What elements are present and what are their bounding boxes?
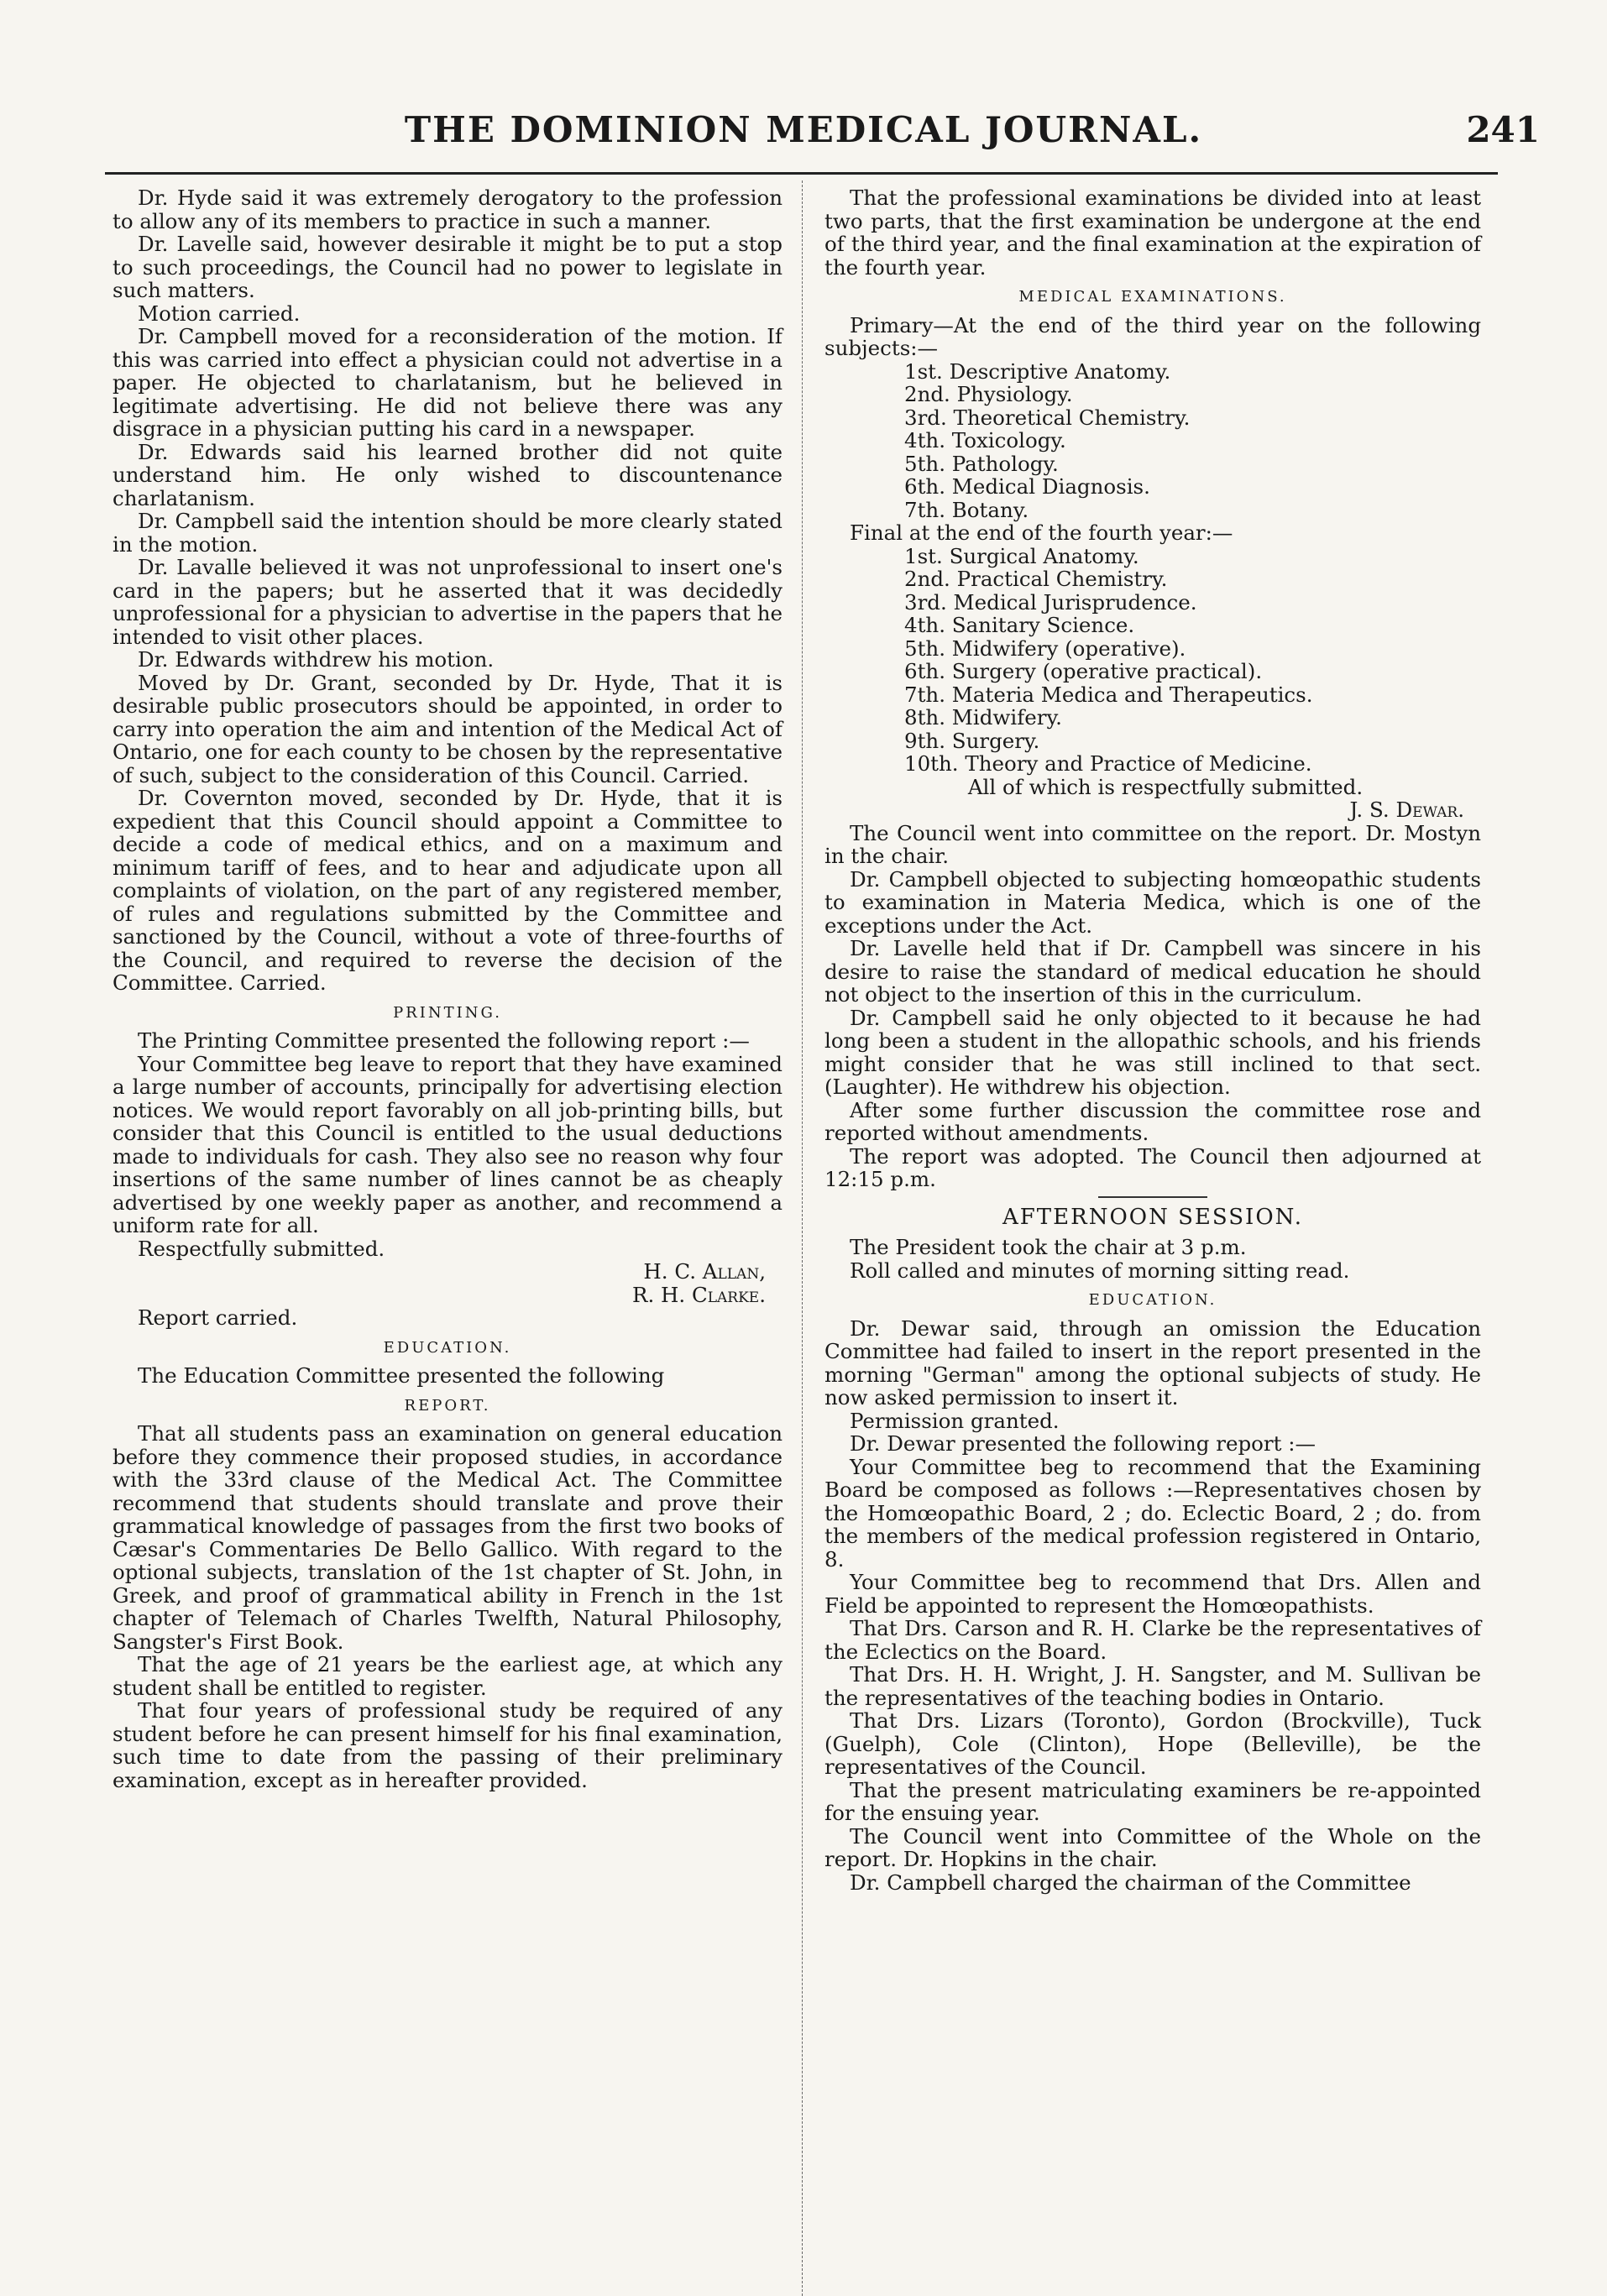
- paragraph: Dr. Edwards withdrew his motion.: [138, 647, 495, 672]
- paragraph: Report carried.: [138, 1305, 298, 1330]
- paragraph: The Printing Committee presented the following report :—: [138, 1028, 750, 1053]
- list-item: 5th. Midwifery (operative).: [904, 635, 1186, 661]
- paragraph: Respectfully submitted.: [138, 1236, 385, 1261]
- paragraph: That Drs. H. H. Wright, J. H. Sangster, and M. Sullivan be the representatives of the teaching bodies in Ontario.: [824, 1662, 1481, 1710]
- paragraph: The Council went into Committee of the Whole on the report. Dr. Hopkins in the chair.: [824, 1823, 1481, 1871]
- paragraph: Roll called and minutes of morning sitting read.: [850, 1258, 1350, 1283]
- list-item: 6th. Surgery (operative practical).: [904, 659, 1263, 683]
- paragraph: Dr. Campbell moved for a reconsideration of the motion. If this was carried into effect a physician could not advertise in a paper. He objected to charlatanism, but he believed in legitimate advertising. He did not believe there was any disgrace in a physician putting his card in a newspaper.: [113, 324, 783, 441]
- right-column: [824, 186, 1481, 1894]
- paragraph: Your Committee beg leave to report that they have examined a large number of accounts, principally for advertising election notices. We would report favorably on all job-printing bills, but consider that this Council is entitled to the usual deductions made to individuals for cash. They also see no reason why four insertions of the same number of lines cannot be as cheaply advertised by one weekly paper as another, and recommend a uniform rate for all.: [113, 1051, 783, 1237]
- signature-allan: H. C. Allan,: [643, 1259, 766, 1284]
- page-number: 241: [1466, 109, 1540, 150]
- primary-subjects-list: [824, 360, 1481, 522]
- paragraph: Dr. Campbell said the intention should be more clearly stated in the motion.: [113, 509, 783, 557]
- list-item: 2nd. Practical Chemistry.: [904, 567, 1168, 591]
- list-item: 4th. Sanitary Science.: [904, 613, 1135, 637]
- paragraph: That the professional examinations be divided into at least two parts, that the first examination be undergone at the end of the third year, and the final examination at the expiration of the fourth year.: [824, 186, 1481, 280]
- paragraph: Motion carried.: [138, 301, 301, 326]
- paragraph: Final at the end of the fourth year:—: [850, 520, 1233, 545]
- paragraph: After some further discussion the committee rose and reported without amendments.: [824, 1097, 1481, 1145]
- list-item: 10th. Theory and Practice of Medicine.: [904, 751, 1312, 776]
- list-item: 9th. Surgery.: [904, 728, 1040, 753]
- paragraph: Dr. Lavelle said, however desirable it might be to put a stop to such proceedings, the Council had no power to legislate in such matters.: [113, 232, 783, 302]
- paragraph: Moved by Dr. Grant, seconded by Dr. Hyde, That it is desirable public prosecutors should be appointed, in order to carry into operation the aim and intention of the Medical Act of Ontario, one for each county to be chosen by the representative of such, subject to the consideration of this Council. Carried.: [113, 670, 783, 787]
- paragraph: Dr. Dewar said, through an omission the Education Committee had failed to insert in the report presented in the morning "German" among the optional subjects of study. He now asked permission to insert it.: [824, 1315, 1481, 1410]
- list-item: 1st. Surgical Anatomy.: [904, 543, 1139, 568]
- final-subjects-list: [824, 545, 1481, 776]
- section-heading-afternoon-session: AFTERNOON SESSION.: [1002, 1204, 1303, 1230]
- paragraph: Dr. Campbell said he only objected to it because he had long been a student in the allopathic schools, and his friends might consider that he was still inclined to that sect. (Laughter). He withdrew his objection.: [824, 1005, 1481, 1099]
- paragraph: That the present matriculating examiners be re-appointed for the ensuing year.: [824, 1777, 1481, 1825]
- signature-block: [113, 1260, 783, 1306]
- section-heading-education: EDUCATION.: [1088, 1291, 1217, 1309]
- column-divider: [802, 180, 803, 2296]
- paragraph: Dr. Dewar presented the following report :—: [850, 1431, 1316, 1456]
- paragraph: The report was adopted. The Council then adjourned at 12:15 p.m.: [824, 1143, 1481, 1191]
- paragraph: Dr. Campbell objected to subjecting homœopathic students to examination in Materia Medica, which is one of the exceptions under the Act.: [824, 866, 1481, 938]
- paragraph: That the age of 21 years be the earliest age, at which any student shall be entitled to register.: [113, 1652, 783, 1700]
- section-heading-education: EDUCATION.: [383, 1338, 512, 1357]
- paragraph: Your Committee beg to recommend that the Examining Board be composed as follows :—Representatives chosen by the Homœopathic Board, 2 ; do. Eclectic Board, 2 ; do. from the members of the medical profession registered in Ontario, 8.: [824, 1454, 1481, 1572]
- paragraph: The President took the chair at 3 p.m.: [850, 1235, 1247, 1259]
- paragraph: Dr. Hyde said it was extremely derogatory to the profession to allow any of its members to practice in such a manner.: [113, 186, 783, 233]
- paragraph: That Drs. Carson and R. H. Clarke be the representatives of the Eclectics on the Board.: [824, 1616, 1481, 1664]
- section-heading-medical-examinations: MEDICAL EXAMINATIONS.: [1018, 288, 1287, 306]
- paragraph: Dr. Covernton moved, seconded by Dr. Hyde, that it is expedient that this Council should appoint a Committee to decide a code of medical ethics, and on a maximum and minimum tariff of fees, and to hear and adjudicate upon all complaints of violation, on the part of any registered member, of rules and regulations submitted by the Committee and sanctioned by the Council, without a vote of three-fourths of the Council, and required to reverse the decision of the Committee. Carried.: [113, 786, 783, 995]
- page-header: [59, 109, 1548, 160]
- list-item: 6th. Medical Diagnosis.: [904, 474, 1150, 499]
- section-heading-printing: PRINTING.: [393, 1003, 502, 1022]
- list-item: 8th. Midwifery.: [904, 705, 1062, 730]
- list-item: 4th. Toxicology.: [904, 428, 1066, 452]
- paragraph: Primary—At the end of the third year on the following subjects:—: [824, 312, 1481, 360]
- list-item: 7th. Materia Medica and Therapeutics.: [904, 682, 1313, 707]
- header-rule: [105, 172, 1498, 175]
- paragraph: Dr. Lavelle held that if Dr. Campbell was sincere in his desire to raise the standard of medical education he should not object to the insertion of this in the curriculum.: [824, 936, 1481, 1007]
- paragraph: Your Committee beg to recommend that Drs. Allen and Field be appointed to represent the Homœopathists.: [824, 1570, 1481, 1618]
- paragraph: Dr. Lavalle believed it was not unprofessional to insert one's card in the papers; but he asserted that it was decidedly unprofessional for a physician to advertise in the papers that he intended to visit other places.: [113, 555, 783, 649]
- section-rule: [1098, 1196, 1207, 1198]
- paragraph: Dr. Edwards said his learned brother did not quite understand him. He only wished to discountenance charlatanism.: [113, 439, 783, 510]
- paragraph: All of which is respectfully submitted.: [967, 774, 1364, 799]
- journal-title: THE DOMINION MEDICAL JOURNAL.: [404, 109, 1203, 150]
- signature-clarke: R. H. Clarke.: [632, 1282, 766, 1307]
- list-item: 2nd. Physiology.: [904, 382, 1073, 406]
- paragraph: That four years of professional study be required of any student before he can present himself for his final examination, such time to date from the passing of their preliminary examination, except as in hereafter provided.: [113, 1698, 783, 1792]
- list-item: 1st. Descriptive Anatomy.: [904, 358, 1171, 384]
- list-item: 3rd. Medical Jurisprudence.: [904, 589, 1197, 615]
- left-column: [113, 186, 783, 1791]
- paragraph: The Council went into committee on the report. Dr. Mostyn in the chair.: [824, 820, 1481, 868]
- paragraph: Permission granted.: [850, 1408, 1060, 1433]
- paragraph: Dr. Campbell charged the chairman of the Committee: [850, 1870, 1411, 1895]
- list-item: 5th. Pathology.: [904, 451, 1059, 476]
- list-item: 7th. Botany.: [904, 497, 1029, 522]
- signature-dewar: J. S. Dewar.: [1349, 798, 1464, 822]
- paragraph: The Education Committee presented the following: [138, 1363, 665, 1388]
- paragraph: That Drs. Lizars (Toronto), Gordon (Brockville), Tuck (Guelph), Cole (Clinton), Hope (Belleville), be the representatives of the Council.: [824, 1708, 1481, 1779]
- paragraph: That all students pass an examination on general education before they commence their proposed studies, in accordance with the 33rd clause of the Medical Act. The Committee recommend that students should translate and prove their grammatical knowledge of passages from the first two books of Cæsar's Commentaries De Bello Gallico. With regard to the optional subjects, translation of the 1st chapter of St. John, in Greek, and proof of grammatical ability in French in the 1st chapter of Telemach of Charles Twelfth, Natural Philosophy, Sangster's First Book.: [113, 1421, 783, 1654]
- list-item: 3rd. Theoretical Chemistry.: [904, 405, 1191, 430]
- section-heading-report: REPORT.: [404, 1396, 491, 1415]
